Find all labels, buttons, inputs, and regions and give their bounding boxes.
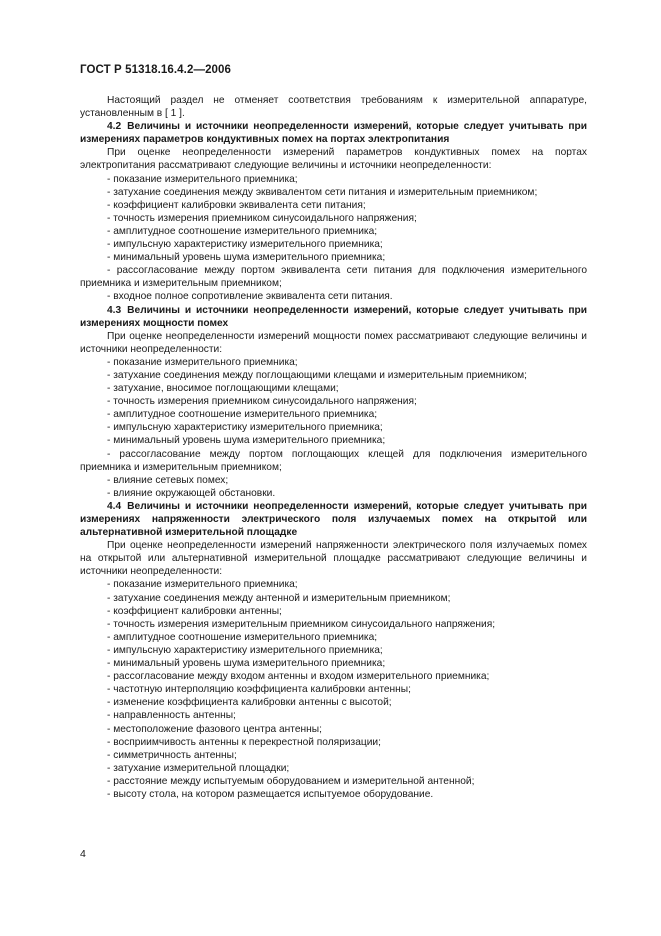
list-item: - направленность антенны; — [107, 710, 236, 722]
section-heading-text: Величины и источники неопределенности измерений, которые следует учитывать при измерениях напряженности электрического поля излучаемых помех на открытой или альтернативной измерительной площадке — [80, 500, 587, 539]
list-item: - минимальный уровень шума измерительного приемника; — [107, 435, 386, 447]
list-item: - затухание соединения между антенной и измерительным приемником; — [107, 592, 451, 604]
list-item: - импульсную характеристику измерительного приемника; — [107, 239, 383, 251]
list-item: - рассогласование между портом поглощающих клещей для подключения измерительного приемника и измерительным приемником; — [80, 448, 587, 473]
list-item: - затухание, вносимое поглощающими клещами; — [107, 383, 339, 395]
list-item: - высоту стола, на котором размещается испытуемое оборудование. — [107, 788, 434, 800]
list-item: - влияние окружающей обстановки. — [107, 487, 276, 499]
list-item: - частотную интерполяцию коэффициента калибровки антенны; — [107, 684, 411, 696]
section-number: 4.2 — [107, 121, 122, 133]
section-number: 4.4 — [107, 500, 122, 512]
page-number: 4 — [80, 848, 86, 860]
section-4-4 — [80, 500, 587, 801]
list-item: - амплитудное соотношение измерительного приемника; — [107, 409, 378, 421]
list-item: - импульсную характеристику измерительного приемника; — [107, 644, 383, 656]
list-item: - минимальный уровень шума измерительного приемника; — [107, 252, 386, 264]
list-item: - показание измерительного приемника; — [107, 579, 298, 591]
list-item: - точность измерения приемником синусоидального напряжения; — [107, 212, 417, 224]
section-lead: При оценке неопределенности измерений мощности помех рассматривают следующие величины и источники неопределенности: — [80, 330, 587, 355]
document-body — [80, 94, 587, 801]
section-4-3 — [80, 304, 587, 500]
section-heading-text: Величины и источники неопределенности измерений, которые следует учитывать при измерениях мощности помех — [80, 304, 587, 329]
list-item: - входное полное сопротивление эквивалента сети питания. — [107, 291, 393, 303]
section-lead: При оценке неопределенности измерений напряженности электрического поля излучаемых помех на открытой или альтернативной измерительной площадке рассматривают следующие величины и источники неопределенности: — [80, 540, 587, 578]
list-item: - расстояние между испытуемым оборудованием и измерительной антенной; — [107, 775, 475, 787]
list-item: - показание измерительного приемника; — [107, 173, 298, 185]
intro-paragraph: Настоящий раздел не отменяет соответствия требованиям к измерительной аппаратуре, установленным в [ 1 ]. — [80, 95, 587, 120]
list-item: - коэффициент калибровки эквивалента сети питания; — [107, 199, 366, 211]
list-item: - восприимчивость антенны к перекрестной поляризации; — [107, 736, 381, 748]
section-number: 4.3 — [107, 304, 122, 316]
list-item: - амплитудное соотношение измерительного приемника; — [107, 225, 378, 237]
list-item: - симметричность антенны; — [107, 749, 237, 761]
list-item: - затухание соединения между поглощающими клещами и измерительным приемником; — [107, 369, 528, 381]
section-lead: При оценке неопределенности измерений параметров кондуктивных помех на портах электропитания рассматривают следующие величины и источники неопределенности: — [80, 147, 587, 172]
document-header: ГОСТ Р 51318.16.4.2—2006 — [80, 64, 232, 76]
list-item: - рассогласование между портом эквивалента сети питания для подключения измерительного приемника и измерительным приемником; — [80, 265, 587, 290]
list-item: - импульсную характеристику измерительного приемника; — [107, 422, 383, 434]
list-item: - точность измерения приемником синусоидального напряжения; — [107, 396, 417, 408]
section-heading-text: Величины и источники неопределенности измерений, которые следует учитывать при измерениях параметров кондуктивных помех на портах электропитания — [80, 121, 587, 146]
list-item: - затухание измерительной площадки; — [107, 762, 290, 774]
section-heading — [80, 304, 587, 330]
list-item: - влияние сетевых помех; — [107, 474, 229, 486]
list-item: - рассогласование между входом антенны и входом измерительного приемника; — [107, 671, 490, 683]
list-item: - показание измерительного приемника; — [107, 356, 298, 368]
list-item: - местоположение фазового центра антенны; — [107, 723, 322, 735]
list-item: - минимальный уровень шума измерительного приемника; — [107, 658, 386, 670]
list-item: - точность измерения измерительным приемником синусоидального напряжения; — [107, 618, 496, 630]
list-item: - коэффициент калибровки антенны; — [107, 605, 282, 617]
section-4-2 — [80, 120, 587, 303]
list-item: - амплитудное соотношение измерительного приемника; — [107, 631, 378, 643]
list-item: - изменение коэффициента калибровки антенны с высотой; — [107, 697, 392, 709]
section-heading — [80, 500, 587, 539]
list-item: - затухание соединения между эквивалентом сети питания и измерительным приемником; — [107, 186, 538, 198]
section-heading — [80, 120, 587, 146]
